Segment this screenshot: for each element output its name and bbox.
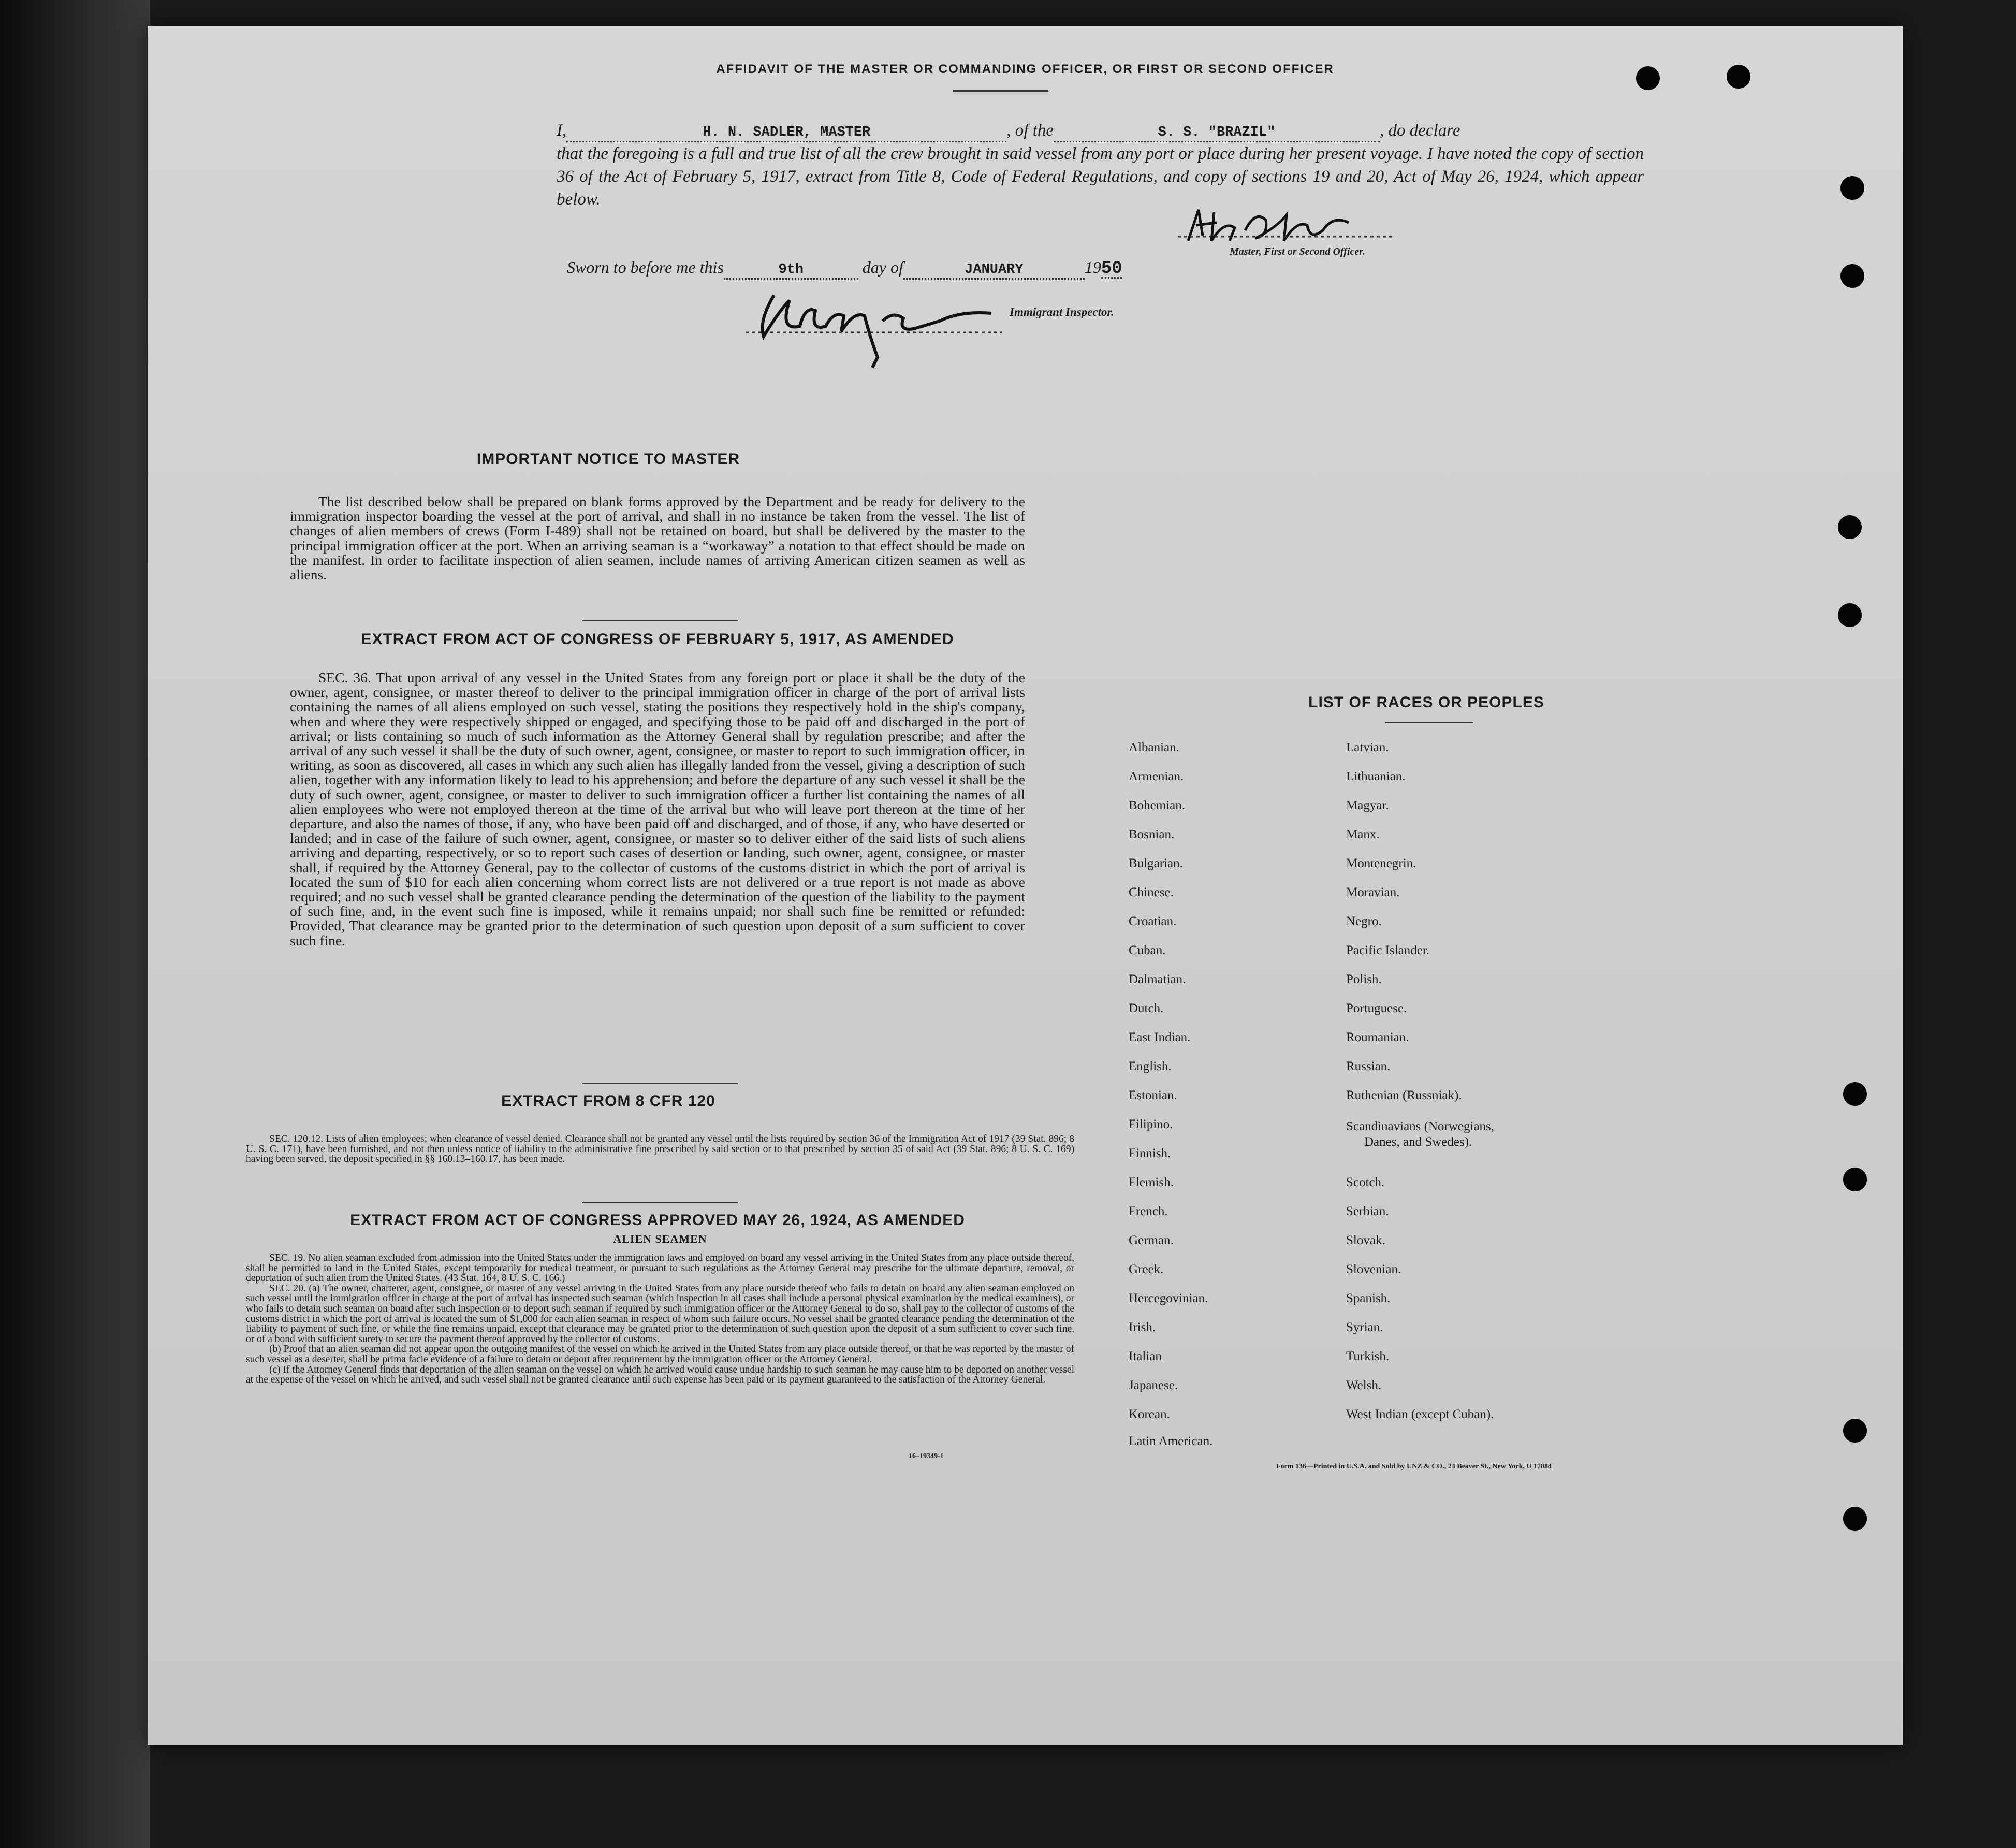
section-divider [582, 1083, 738, 1084]
binder-hole [1840, 264, 1864, 288]
race-item: Moravian. [1346, 885, 1400, 899]
extract-1924-text [246, 1253, 1074, 1385]
race-item: Lithuanian. [1346, 769, 1406, 783]
race-item: Slovenian. [1346, 1262, 1401, 1276]
inspector-signature [743, 280, 1012, 373]
race-item: Negro. [1346, 914, 1382, 928]
race-item: Pacific Islander. [1346, 943, 1430, 957]
sworn-day: 9th [778, 262, 804, 278]
notice-text: The list described below shall be prepared on blank forms approved by the Department and be ready for delivery to the immigration inspector boarding the vessel at the port of arrival, and shall in no instance be taken from the vessel. The list of changes of alien members of crews (Form I-489) shall not be retained on board, but shall be delivered by the master to the principal immigration officer at the port. When an arriving seaman is a “workaway” a notation to that effect should be made on the manifest. In order to facilitate inspection of alien seamen, include names of arriving American citizen seamen as well as aliens. [290, 493, 1025, 583]
race-item: Filipino. [1129, 1117, 1173, 1131]
affidavit-header: AFFIDAVIT OF THE MASTER OR COMMANDING OFFICER, OR FIRST OR SECOND OFFICER [716, 62, 1334, 76]
race-item: French. [1129, 1204, 1168, 1218]
race-item: Portuguese. [1346, 1001, 1407, 1015]
race-item: East Indian. [1129, 1030, 1191, 1044]
race-item: English. [1129, 1059, 1172, 1073]
race-item: West Indian (except Cuban). [1346, 1407, 1494, 1421]
races-divider [1385, 722, 1473, 723]
master-name: H. N. SADLER, MASTER [703, 125, 871, 140]
binder-hole [1843, 1419, 1867, 1443]
race-item: Flemish. [1129, 1175, 1174, 1189]
race-item: Albanian. [1129, 740, 1179, 754]
extract-1924-subtitle: ALIEN SEAMEN [613, 1232, 707, 1245]
race-item: Dutch. [1129, 1001, 1164, 1015]
race-item: Latin American. [1129, 1434, 1213, 1448]
race-item: Bohemian. [1129, 798, 1186, 812]
races-title: LIST OF RACES OR PEOPLES [1308, 694, 1544, 711]
race-item: Russian. [1346, 1059, 1391, 1073]
race-item: Korean. [1129, 1407, 1170, 1421]
race-item: Latvian. [1346, 740, 1389, 754]
section-divider [582, 620, 738, 621]
sec20c-paragraph: (c) If the Attorney General finds that deportation of the alien seaman on the vessel on which he arrived would cause undue hardship to such seaman he may cause him to be deported on another vessel at the expense of the vessel on which he arrived, and such vessel shall not be granted clearance until such expense has been paid or its payment guaranteed to the satisfaction of the Attorney General. [246, 1364, 1074, 1386]
race-item: Danes, and Swedes). [1364, 1135, 1472, 1149]
race-item: Montenegrin. [1346, 856, 1416, 870]
race-item: Polish. [1346, 972, 1382, 986]
binder-hole [1840, 176, 1864, 200]
extract-cfr-text [246, 1134, 1074, 1165]
do-declare-label: , do declare [1379, 121, 1460, 140]
extract-cfr-title: EXTRACT FROM 8 CFR 120 [501, 1093, 715, 1110]
sworn-label: Sworn to before me this [567, 258, 724, 277]
binder-hole [1838, 603, 1862, 627]
extract-1917-title: EXTRACT FROM ACT OF CONGRESS OF FEBRUARY 5, 1917, AS AMENDED [361, 631, 954, 648]
master-caption: Master, First or Second Officer. [1230, 246, 1365, 257]
binder-hole [1843, 1082, 1867, 1106]
race-item: Irish. [1129, 1320, 1156, 1334]
year-suffix: 50 [1101, 259, 1122, 279]
vessel-name-field [1054, 124, 1380, 142]
race-item: Dalmatian. [1129, 972, 1186, 986]
race-item: Syrian. [1346, 1320, 1383, 1334]
race-item: Ruthenian (Russniak). [1346, 1088, 1462, 1102]
race-item: Roumanian. [1346, 1030, 1409, 1044]
race-item: Scotch. [1346, 1175, 1385, 1189]
race-item: Japanese. [1129, 1378, 1178, 1392]
extract-1924-title: EXTRACT FROM ACT OF CONGRESS APPROVED MAY 26, 1924, AS AMENDED [350, 1212, 965, 1229]
race-item: Turkish. [1346, 1349, 1390, 1363]
race-item: Italian [1129, 1349, 1162, 1363]
sec19-paragraph: SEC. 19. No alien seaman excluded from admission into the United States under the immigration laws and employed on board any vessel arriving in the United States from any place outside thereof, shall be permitted to land in the United States, except temporarily for medical treatment, or pursuant to such regulations as the Attorney General may prescribe for the ultimate departure, removal, or deportation of such alien from the United States. (43 Stat. 164, 8 U. S. C. 166.) [246, 1253, 1074, 1284]
declaration-text: that the foregoing is a full and true list of all the crew brought in said vessel from any port or place during her present voyage. I have noted the copy of section 36 of the Act of February 5, 1917, extract from Title 8, Code of Federal Regulations, and copy of sections 19 and 20, Act of May 26, 1924, which appear below. [557, 144, 1644, 209]
year-prefix: 19 [1084, 258, 1101, 277]
sworn-line [567, 258, 1122, 280]
master-signature [1178, 199, 1395, 251]
race-item: Croatian. [1129, 914, 1177, 928]
race-item: Cuban. [1129, 943, 1166, 957]
extract-1917-text: SEC. 36. That upon arrival of any vessel in the United States from any foreign port or place it shall be the duty of the owner, agent, consignee, or master thereof to deliver to the principal immigration officer in charge of the port of arrival lists containing the names of all aliens employed on such vessel, stating the positions they respectively hold in the ship's company, when and where they were respectively shipped or engaged, and specifying those to be paid off and discharged in the port of arrival; or lists containing so much of such information as the Attorney General shall by regulation prescribe; and after the arrival of any such vessel it shall be the duty of such owner, agent, consignee, or master to report to such immigration officer, in writing, as soon as discovered, all cases in which any such alien has illegally landed from the vessel, giving a description of such alien, together with any information likely to lead to his apprehension; and before the departure of any such vessel it shall be the duty of such owner, agent, consignee, or master to deliver to such immigration officer a further list containing the names of all alien employees who were not employed thereon at the time of the arrival but who will leave port thereon at the time of her departure, and also the names of those, if any, who have been paid off and discharged, and of those, if any, who have deserted or landed; and in case of the failure of such owner, agent, consignee, or master so to deliver either of the said lists of such aliens arriving and departing, respectively, or so to report such cases of desertion or landing, such owner, agent, consignee, or master shall, if required by the Attorney General, pay to the collector of customs of the customs district in which the port of arrival is located the sum of $10 for each alien concerning whom correct lists are not delivered or a true report is not made as above required; and no such vessel shall be granted clearance pending the determination of the question of the liability to the payment of such fine, and, in the event such fine is imposed, while it remains unpaid; nor shall such fine be remitted or refunded: Provided, That clearance may be granted prior to the determination of such question upon deposit of a sum sufficient to cover such fine. [290, 670, 1025, 949]
of-the-label: , of the [1006, 121, 1054, 140]
form-footer: Form 136—Printed in U.S.A. and Sold by UNZ & CO., 24 Beaver St., New York, U 17884 [1276, 1463, 1552, 1471]
print-code: 16–19349-1 [909, 1452, 944, 1460]
cfr-paragraph: SEC. 120.12. Lists of alien employees; when clearance of vessel denied. Clearance shall not be granted any vessel until the lists required by section 36 of the Immigration Act of 1917 (39 Stat. 896; 8 U. S. C. 171), have been furnished, and not then unless notice of liability to the administrative fine prescribed by said section or to that prescribed by section 35 of said Act (39 Stat. 896; 8 U. S. C. 169) having been served, the deposit specified in §§ 160.13–160.17, has been made. [246, 1133, 1074, 1165]
i-label: I, [557, 121, 567, 140]
race-item: Chinese. [1129, 885, 1174, 899]
sec20a-paragraph: SEC. 20. (a) The owner, charterer, agent, consignee, or master of any vessel arriving in the United States from any place outside thereof who fails to detain on board any alien seaman employed on such vessel until the immigration officer in charge at the port of arrival has inspected such seaman (which inspection in all cases shall include a personal physical examination by the medical examiners), or who fails to detain such seaman on board after such inspection or to deport such seaman if required by such immigration officer or the Attorney General to do so, shall pay to the collector of customs of the customs district in which the port of arrival is located the sum of $1,000 for each alien seaman in respect of whom such failure occurs. No vessel shall be granted clearance pending the determination of the liability to payment of such fine, or while the fine remains unpaid, except that clearance may be granted prior to the determination of such question upon the deposit of a sum sufficient to cover such fine, or of a bond with sufficient surety to secure the payment thereof approved by the collector of customs. [246, 1283, 1074, 1345]
race-item: German. [1129, 1233, 1174, 1247]
sworn-month-field [903, 261, 1085, 280]
race-item: Manx. [1346, 827, 1380, 841]
race-item: Bosnian. [1129, 827, 1175, 841]
race-item: Estonian. [1129, 1088, 1177, 1102]
race-item: Bulgarian. [1129, 856, 1183, 870]
year-field [1101, 260, 1122, 279]
inspector-caption: Immigrant Inspector. [1010, 305, 1114, 318]
race-item: Welsh. [1346, 1378, 1382, 1392]
binder-hole [1843, 1507, 1867, 1531]
header-divider [953, 90, 1048, 92]
scan-border [0, 0, 150, 1848]
document-page [148, 26, 1903, 1745]
race-item: Finnish. [1129, 1146, 1171, 1160]
race-item: Hercegovinian. [1129, 1291, 1208, 1305]
race-item: Armenian. [1129, 769, 1184, 783]
race-item: Spanish. [1346, 1291, 1391, 1305]
sec20b-paragraph: (b) Proof that an alien seaman did not appear upon the outgoing manifest of the vessel on which he arrived in the United States from any place outside thereof, or that he was reported by the master of such vessel as a deserter, shall be prima facie evidence of a failure to detain or deport after requirement by the immigration officer or the Attorney General. [246, 1344, 1074, 1365]
race-item: Scandinavians (Norwegians, [1346, 1119, 1495, 1133]
race-item: Greek. [1129, 1262, 1164, 1276]
race-item: Magyar. [1346, 798, 1389, 812]
binder-hole [1838, 515, 1862, 539]
day-of-label: day of [862, 258, 903, 277]
binder-hole [1843, 1168, 1867, 1191]
notice-title: IMPORTANT NOTICE TO MASTER [476, 450, 740, 468]
sworn-day-field [724, 261, 858, 280]
declaration [557, 119, 1644, 211]
race-item: Slovak. [1346, 1233, 1385, 1247]
master-name-field [566, 124, 1006, 142]
vessel-name: S. S. "BRAZIL" [1158, 125, 1276, 140]
sworn-month: JANUARY [965, 262, 1024, 278]
race-item: Serbian. [1346, 1204, 1389, 1218]
section-divider [582, 1202, 738, 1203]
